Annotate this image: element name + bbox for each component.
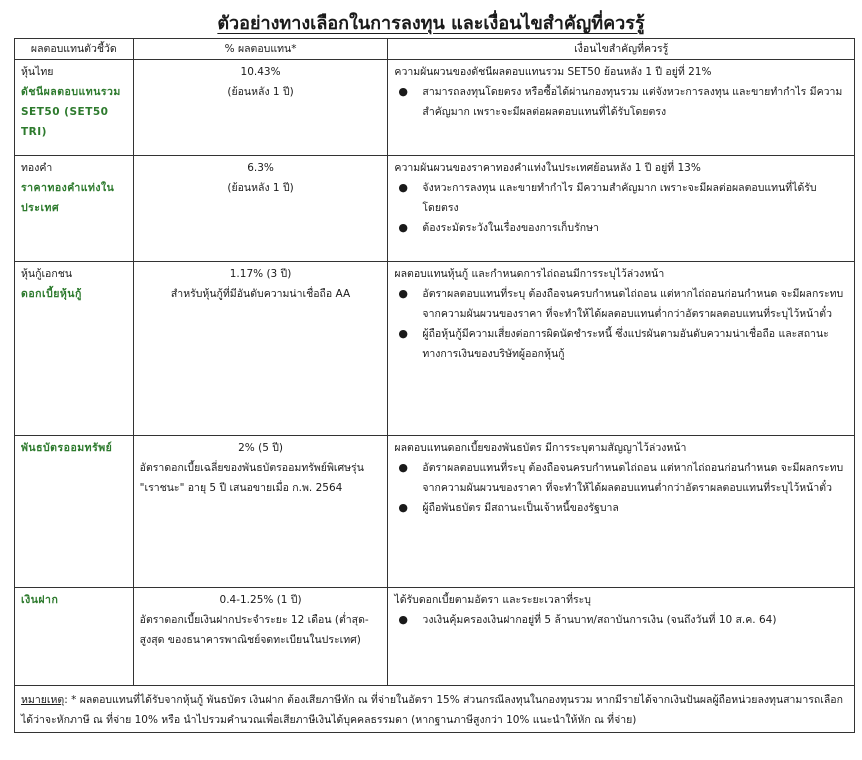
return-period: (ย้อนหลัง 1 ปี)	[227, 182, 294, 194]
return-note: อัตราดอกเบี้ยเงินฝากประจำระยะ 12 เดือน (ต่ำสุด-สูงสุด ของธนาคารพาณิชย์จดทะเบียนในประเทศ)	[139, 614, 369, 646]
bullet-dot-icon: ●	[398, 327, 409, 340]
indicator-label: เงินฝาก	[21, 594, 59, 606]
indicator-label: พันธบัตรออมทรัพย์	[21, 442, 113, 454]
conditions-intro: ได้รับดอกเบี้ยตามอัตรา และระยะเวลาที่ระบุ	[394, 594, 591, 606]
indicator-cell	[15, 436, 134, 588]
asset-label: หุ้นกู้เอกชน	[21, 268, 73, 280]
return-cell	[133, 156, 388, 262]
return-cell	[133, 588, 388, 686]
return-note: อัตราดอกเบี้ยเฉลี่ยของพันธบัตรออมทรัพย์พิเศษรุ่น "เราชนะ" อายุ 5 ปี เสนอขายเมื่อ ก.พ. 2564	[139, 462, 364, 494]
conditions-list	[394, 82, 848, 122]
list-item	[394, 284, 848, 324]
table-row	[15, 436, 855, 588]
bullet-text: ต้องระมัดระวังในเรื่องของการเก็บรักษา	[422, 222, 599, 234]
header-conditions: เงื่อนไขสำคัญที่ควรรู้	[388, 39, 855, 60]
conditions-intro: ความผันผวนของดัชนีผลตอบแทนรวม SET50 ย้อนหลัง 1 ปี อยู่ที่ 21%	[394, 66, 712, 78]
table-row	[15, 156, 855, 262]
conditions-intro: ความผันผวนของราคาทองคำแท่งในประเทศย้อนหลัง 1 ปี อยู่ที่ 13%	[394, 162, 701, 174]
page-title: ตัวอย่างทางเลือกในการลงทุน และเงื่อนไขสำคัญที่ควรรู้	[217, 13, 645, 34]
return-value: 0.4-1.25% (1 ปี)	[219, 594, 302, 606]
conditions-cell	[388, 262, 855, 436]
list-item	[394, 178, 848, 218]
conditions-cell	[388, 156, 855, 262]
bullet-text: สามารถลงทุนโดยตรง หรือซื้อได้ผ่านกองทุนรวม แต่จังหวะการลงทุน และขายทำกำไร มีความสำคัญมาก เพราะจะมีผลต่อผลตอบแทนที่ได้รับโดยตรง	[422, 86, 843, 118]
conditions-cell	[388, 60, 855, 156]
table-header-row	[15, 39, 855, 60]
bullet-text: ผู้ถือพันธบัตร มีสถานะเป็นเจ้าหนี้ของรัฐบาล	[422, 502, 619, 514]
bullet-dot-icon: ●	[398, 461, 409, 474]
return-value: 2% (5 ปี)	[238, 442, 283, 454]
indicator-label: ราคาทองคำแท่งในประเทศ	[21, 182, 115, 214]
bullet-dot-icon: ●	[398, 221, 409, 234]
bullet-dot-icon: ●	[398, 613, 409, 626]
conditions-cell	[388, 436, 855, 588]
list-item	[394, 458, 848, 498]
conditions-intro: ผลตอบแทนดอกเบี้ยของพันธบัตร มีการระบุตามสัญญาไว้ล่วงหน้า	[394, 442, 687, 454]
conditions-intro: ผลตอบแทนหุ้นกู้ และกำหนดการไถ่ถอนมีการระบุไว้ล่วงหน้า	[394, 268, 665, 280]
return-value: 10.43%	[240, 66, 281, 78]
return-value: 6.3%	[247, 162, 274, 174]
remark-text: : * ผลตอบแทนที่ได้รับจากหุ้นกู้ พันธบัตร เงินฝาก ต้องเสียภาษีหัก ณ ที่จ่ายในอัตรา 15% ส่วนกรณีลงทุนในกองทุนรวม หากมีรายได้จากเงินปันผลผู้ถือหน่วยลงทุนสามารถเลือกได้ว่าจะหักภาษี ณ ที่จ่าย 10% หรือ นำไปรวมคำนวณเพื่อเสียภาษีเงินได้บุคคลธรรมดา (หากฐานภาษีสูงกว่า 10% แนะนำให้หัก ณ ที่จ่าย)	[21, 694, 843, 726]
bullet-dot-icon: ●	[398, 287, 409, 300]
indicator-label: ดอกเบี้ยหุ้นกู้	[21, 288, 82, 300]
bullet-dot-icon: ●	[398, 181, 409, 194]
asset-label: ทองคำ	[21, 162, 53, 174]
conditions-list	[394, 178, 848, 238]
bullet-dot-icon: ●	[398, 85, 409, 98]
return-period: สำหรับหุ้นกู้ที่มีอันดับความน่าเชื่อถือ AA	[170, 288, 351, 300]
conditions-cell	[388, 588, 855, 686]
return-cell	[133, 60, 388, 156]
table-row	[15, 262, 855, 436]
table-row	[15, 60, 855, 156]
remark-row	[15, 686, 855, 733]
header-return: % ผลตอบแทน*	[133, 39, 388, 60]
bullet-text: จังหวะการลงทุน และขายทำกำไร มีความสำคัญมาก เพราะจะมีผลต่อผลตอบแทนที่ได้รับโดยตรง	[422, 182, 817, 214]
conditions-list	[394, 284, 848, 364]
remark-label: หมายเหตุ	[21, 694, 65, 706]
return-period: (ย้อนหลัง 1 ปี)	[227, 86, 294, 98]
list-item	[394, 324, 848, 364]
list-item	[394, 218, 848, 238]
indicator-cell	[15, 588, 134, 686]
bullet-text: วงเงินคุ้มครองเงินฝากอยู่ที่ 5 ล้านบาท/สถาบันการเงิน (จนถึงวันที่ 10 ส.ค. 64)	[422, 614, 777, 626]
bullet-text: ผู้ถือหุ้นกู้มีความเสี่ยงต่อการผิดนัดชำระหนี้ ซึ่งแปรผันตามอันดับความน่าเชื่อถือ และสถานะทางการเงินของบริษัทผู้ออกหุ้นกู้	[422, 328, 829, 360]
return-cell	[133, 436, 388, 588]
bullet-dot-icon: ●	[398, 501, 409, 514]
asset-label: หุ้นไทย	[21, 66, 54, 78]
header-indicator: ผลตอบแทนตัวชี้วัด	[15, 39, 134, 60]
remark-cell	[15, 686, 855, 733]
indicator-cell	[15, 156, 134, 262]
indicator-cell	[15, 60, 134, 156]
investment-table	[14, 38, 855, 733]
return-value: 1.17% (3 ปี)	[229, 268, 292, 280]
bullet-text: อัตราผลตอบแทนที่ระบุ ต้องถือจนครบกำหนดไถ่ถอน แต่หากไถ่ถอนก่อนกำหนด จะมีผลกระทบจากความผันผวนของราคา ที่จะทำให้ได้ผลตอบแทนต่ำกว่าอัตราผลตอบแทนที่ระบุไว้หน้าตั๋ว	[422, 288, 844, 320]
indicator-label: ดัชนีผลตอบแทนรวม SET50 (SET50 TRI)	[21, 86, 121, 138]
list-item	[394, 82, 848, 122]
table-row	[15, 588, 855, 686]
conditions-list	[394, 458, 848, 518]
conditions-list	[394, 610, 848, 630]
return-cell	[133, 262, 388, 436]
list-item	[394, 610, 848, 630]
indicator-cell	[15, 262, 134, 436]
bullet-text: อัตราผลตอบแทนที่ระบุ ต้องถือจนครบกำหนดไถ่ถอน แต่หากไถ่ถอนก่อนกำหนด จะมีผลกระทบจากความผันผวนของราคา ที่จะทำให้ได้ผลตอบแทนต่ำกว่าอัตราผลตอบแทนที่ระบุไว้หน้าตั๋ว	[422, 462, 844, 494]
list-item	[394, 498, 848, 518]
